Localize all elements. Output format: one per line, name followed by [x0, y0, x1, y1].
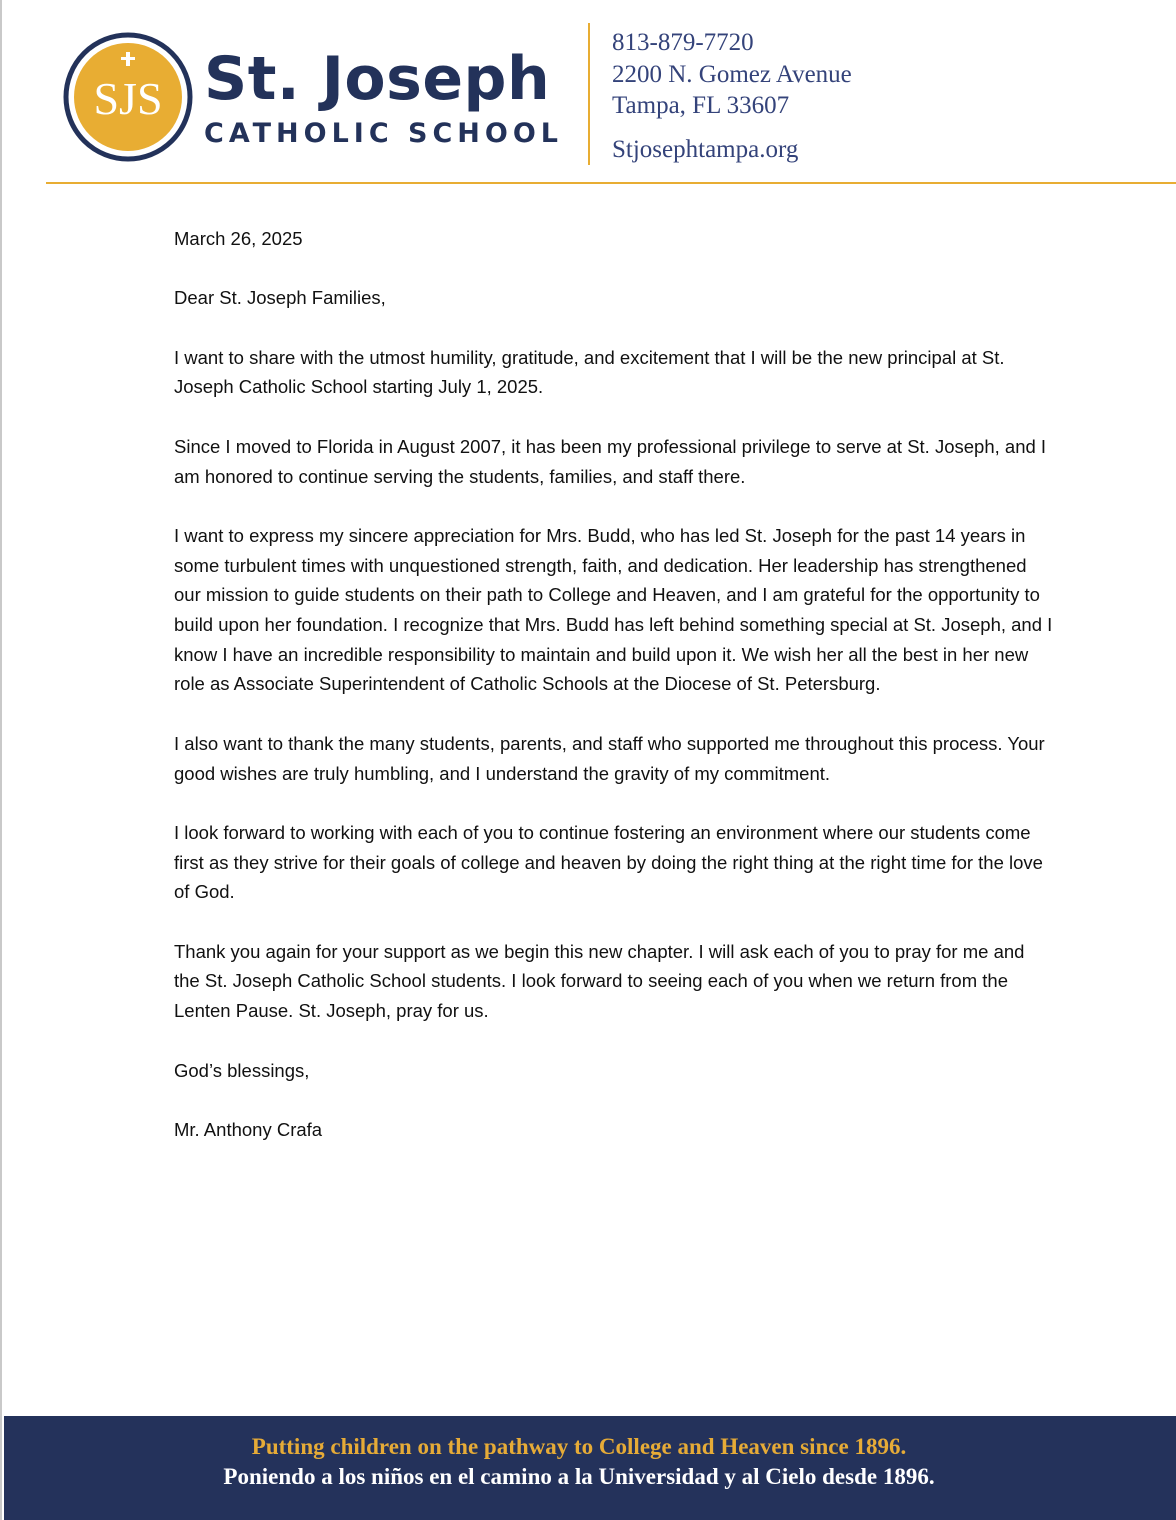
- school-subtitle: CATHOLIC SCHOOL: [204, 118, 564, 149]
- letter-paragraph: Since I moved to Florida in August 2007, it has been my professional privilege to serve at St. Joseph, and I am honored to continue serving the students, families, and staff there.: [174, 435, 1047, 487]
- footer-tagline-spanish: Poniendo a los niños en el camino a la Universidad y al Cielo desde 1896.: [223, 1464, 935, 1489]
- letter-paragraph: I also want to thank the many students, parents, and staff who supported me throughout this process. Your good wishes are truly humbling, and I understand the gravity of my commitment.: [174, 732, 1045, 784]
- header-divider: [588, 23, 590, 165]
- footer-tagline-english: Putting children on the pathway to College and Heaven since 1896.: [251, 1434, 907, 1459]
- letter-body: [174, 224, 1054, 1174]
- page-edge: [0, 0, 2, 1520]
- contact-city: Tampa, FL 33607: [612, 92, 790, 119]
- letter-salutation: Dear St. Joseph Families,: [174, 287, 386, 309]
- letter-paragraph: I want to express my sincere appreciation for Mrs. Budd, who has led St. Joseph for the past 14 years in some turbulent times with unquestioned strength, faith, and dedication. Her leadership has strengthened our mission to guide students on their path to College and Heaven, and I am grateful for the opportunity to build upon her foundation. I recognize that Mrs. Budd has left behind something special at St. Joseph, and I know I have an incredible responsibility to maintain and build upon it. We wish her all the best in her new role as Associate Superintendent of Catholic Schools at the Diocese of St. Petersburg.: [174, 524, 1053, 695]
- contact-website: Stjosephtampa.org: [612, 136, 799, 163]
- footer-banner: [4, 1416, 1176, 1520]
- letter-paragraph: I look forward to working with each of you to continue fostering an environment where our students come first as they strive for their goals of college and heaven by doing the right thing at the right time for the love of God.: [174, 821, 1043, 903]
- logo-monogram: SJS: [93, 73, 163, 124]
- school-name: St. Joseph: [204, 44, 551, 114]
- contact-street: 2200 N. Gomez Avenue: [612, 61, 852, 88]
- header-rule: [46, 182, 1176, 184]
- letter-paragraph: Thank you again for your support as we begin this new chapter. I will ask each of you to pray for me and the St. Joseph Catholic School students. I look forward to seeing each of you when we return from the Lenten Pause. St. Joseph, pray for us.: [174, 940, 1025, 1022]
- letter-paragraph: I want to share with the utmost humility, gratitude, and excitement that I will be the new principal at St. Joseph Catholic School starting July 1, 2025.: [174, 346, 1005, 398]
- school-seal-logo: [63, 32, 193, 162]
- letter-signature: Mr. Anthony Crafa: [174, 1118, 323, 1140]
- letter-closing: God’s blessings,: [174, 1059, 310, 1081]
- contact-phone: 813-879-7720: [612, 29, 754, 56]
- letter-date: March 26, 2025: [174, 228, 303, 249]
